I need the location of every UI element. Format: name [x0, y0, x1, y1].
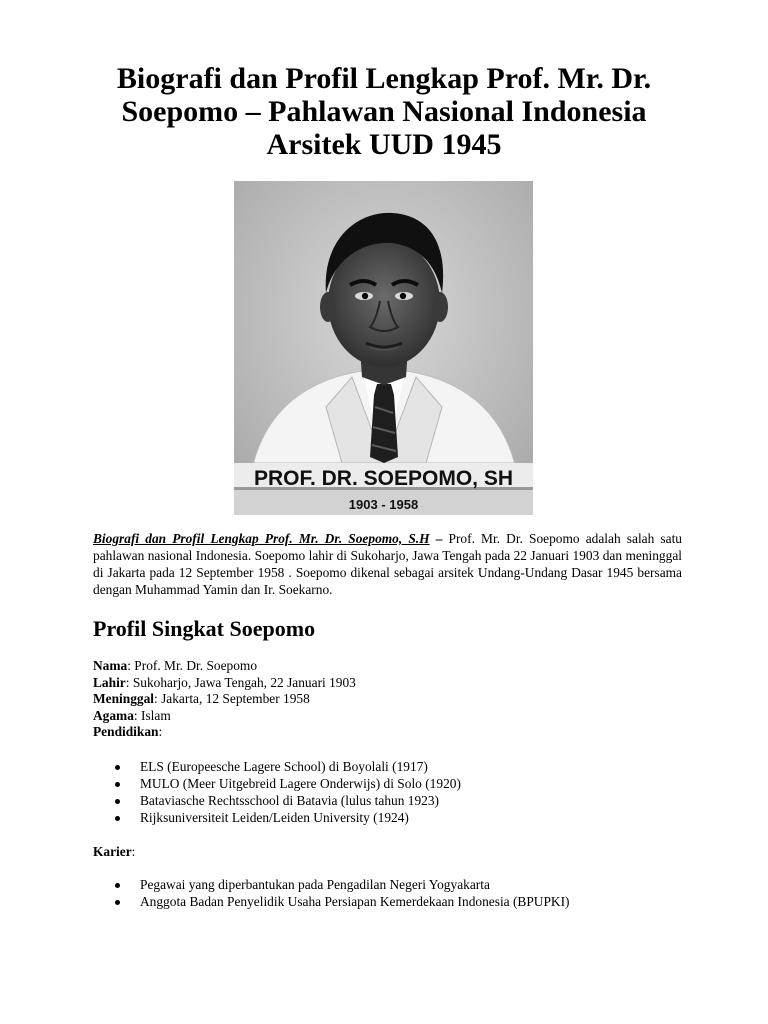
bullet-icon [115, 816, 120, 821]
career-colon: : [131, 844, 136, 859]
section-heading-profile: Profil Singkat Soepomo [93, 616, 316, 641]
fact-nama [93, 658, 356, 675]
list-item [93, 893, 570, 910]
fact-agama [93, 708, 356, 725]
fact-label: Pendidikan [93, 724, 159, 740]
list-item-text: Rijksuniversiteit Leiden/Leiden University (1924) [140, 810, 409, 825]
list-item-text: Anggota Badan Penyelidik Usaha Persiapan Kemerdekaan Indonesia (BPUPKI) [140, 894, 570, 909]
list-item [93, 792, 461, 809]
fact-label: Lahir [93, 674, 126, 690]
title-line-1: Biografi dan Profil Lengkap Prof. Mr. Dr. [116, 62, 652, 95]
bullet-icon [115, 900, 120, 905]
career-label: Karier [93, 844, 132, 859]
bullet-icon [115, 765, 120, 770]
fact-value: : Islam [133, 707, 171, 723]
fact-label: Meninggal [93, 691, 155, 707]
education-list [93, 758, 461, 826]
bullet-icon [115, 799, 120, 804]
title-line-3: Arsitek UUD 1945 [266, 128, 502, 161]
list-item-text: Bataviasche Rechtsschool di Batavia (lulus tahun 1923) [140, 793, 439, 808]
career-list [93, 876, 570, 910]
fact-value: : Prof. Mr. Dr. Soepomo [127, 658, 258, 673]
fact-pendidikan [93, 724, 356, 741]
portrait-image [234, 181, 533, 515]
list-item [93, 758, 461, 775]
list-item-text: ELS (Europeesche Lagere School) di Boyolali (1917) [140, 759, 428, 774]
intro-paragraph [93, 530, 682, 598]
fact-value: : [158, 724, 163, 740]
fact-value: : Sukoharjo, Jawa Tengah, 22 Januari 1903 [125, 674, 356, 690]
portrait-caption-years: 1903 - 1958 [348, 497, 419, 512]
intro-lead-link[interactable]: Biografi dan Profil Lengkap Prof. Mr. Dr. Soepomo, S.H [93, 531, 430, 546]
list-item [93, 809, 461, 826]
fact-value: : Jakarta, 12 September 1958 [154, 691, 310, 707]
bullet-icon [115, 883, 120, 888]
profile-facts [93, 658, 356, 741]
bullet-icon [115, 782, 120, 787]
list-item-text: MULO (Meer Uitgebreid Lagere Onderwijs) di Solo (1920) [140, 776, 461, 791]
portrait-caption-name: PROF. DR. SOEPOMO, SH [253, 467, 514, 490]
intro-dash: – [429, 531, 443, 546]
career-label-line [93, 843, 135, 860]
page-title [60, 62, 708, 161]
fact-meninggal [93, 691, 356, 708]
list-item [93, 775, 461, 792]
list-item [93, 876, 570, 893]
fact-lahir [93, 675, 356, 692]
title-line-2: Soepomo – Pahlawan Nasional Indonesia [121, 95, 647, 128]
list-item-text: Pegawai yang diperbantukan pada Pengadilan Negeri Yogyakarta [140, 877, 490, 892]
portrait-illustration [234, 181, 533, 515]
fact-label: Agama [93, 707, 134, 723]
intro-body: Prof. Mr. Dr. Soepomo adalah salah satu pahlawan nasional Indonesia. Soepomo lahir di Sukoharjo, Jawa Tengah pada 22 Januari 1903 dan meninggal di Jakarta pada 12 September 1958 . Soepomo dikenal sebagai arsitek Undang-Undang Dasar 1945 bersama dengan Muhammad Yamin dan Ir. Soekarno. [93, 531, 682, 597]
fact-label: Nama [93, 658, 128, 673]
